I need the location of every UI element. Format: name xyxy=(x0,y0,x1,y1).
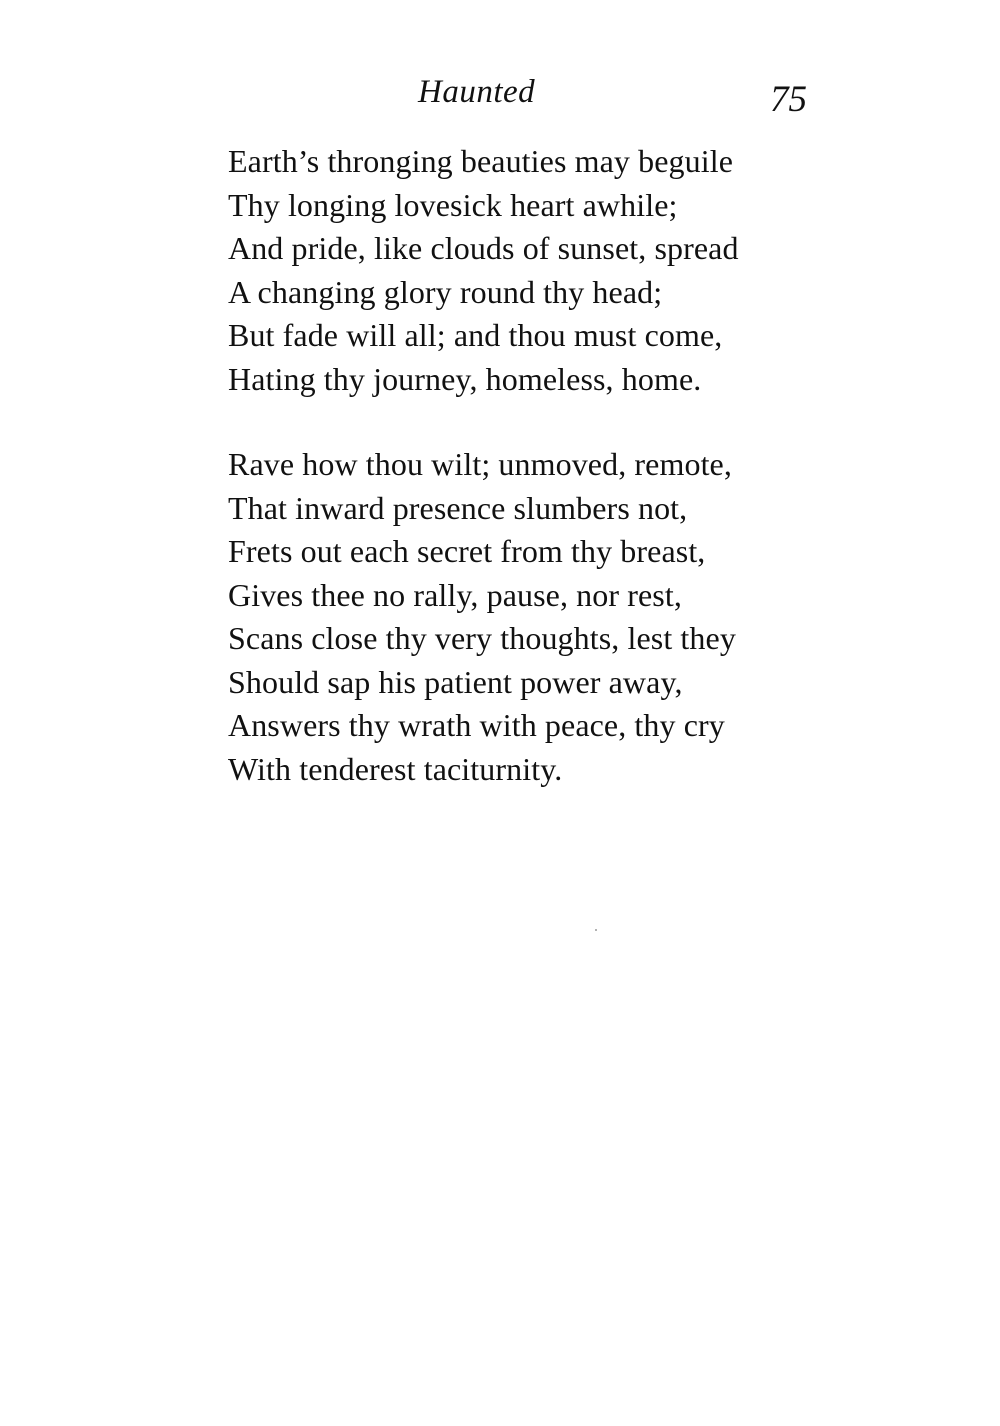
poem-line: But fade will all; and thou must come, xyxy=(228,317,723,353)
poem-line: Gives thee no rally, pause, nor rest, xyxy=(228,576,682,613)
poem-line: Should sap his patient power away, xyxy=(228,663,683,700)
poem-line: Hating thy journey, homeless, home. xyxy=(228,360,702,397)
poem-line: That inward presence slumbers not, xyxy=(228,489,688,526)
poem xyxy=(228,140,828,791)
poem-line: And pride, like clouds of sunset, spread xyxy=(228,230,739,266)
poem-line: A changing glory round thy head; xyxy=(228,273,663,310)
stanza-2 xyxy=(228,443,828,791)
page-number: 75 xyxy=(770,79,807,120)
stanza-1 xyxy=(228,140,828,401)
poem-line: Earth’s thronging beauties may beguile xyxy=(228,143,734,179)
running-head xyxy=(0,66,1000,120)
poem-line: Scans close thy very thoughts, lest they xyxy=(228,620,736,656)
poem-line: With tenderest taciturnity. xyxy=(228,750,563,787)
poem-line: Frets out each secret from thy breast, xyxy=(228,533,706,569)
print-speck xyxy=(595,929,597,931)
poem-line: Rave how thou wilt; unmoved, remote, xyxy=(228,446,732,482)
running-title: Haunted xyxy=(418,74,536,110)
poem-line: Answers thy wrath with peace, thy cry xyxy=(228,707,725,743)
poem-line: Thy longing lovesick heart awhile; xyxy=(228,186,678,223)
